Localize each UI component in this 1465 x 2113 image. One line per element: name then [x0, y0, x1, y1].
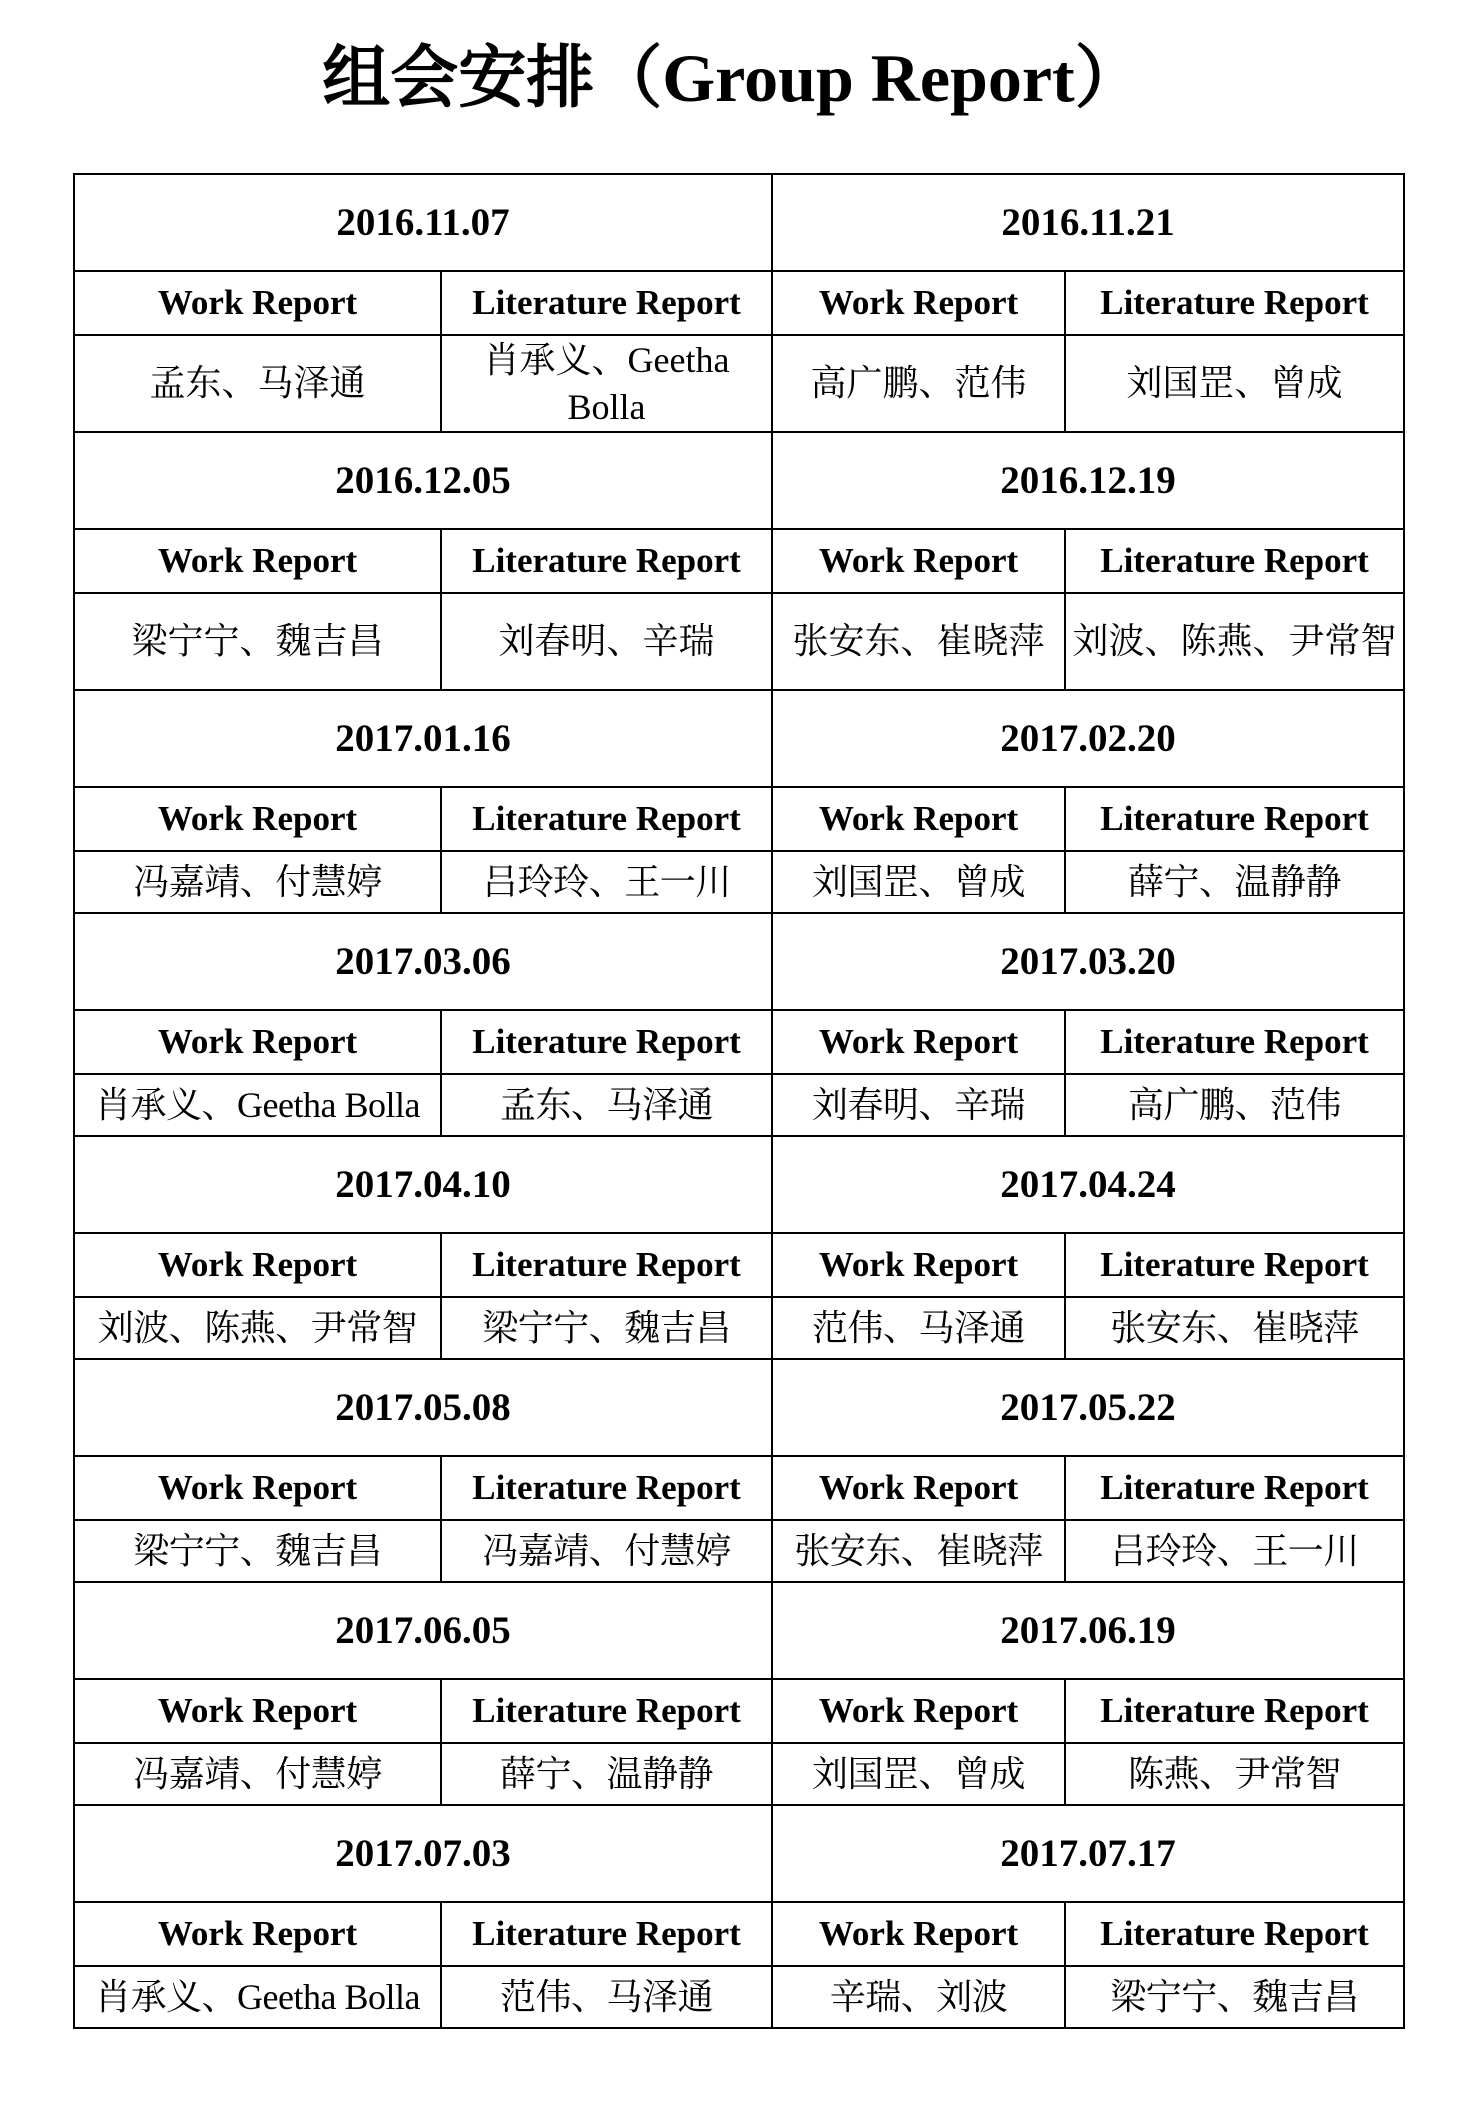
meeting-date: 2017.03.20 [772, 913, 1404, 1010]
work-report-header: Work Report [772, 1233, 1065, 1297]
literature-report-header: Literature Report [1065, 1233, 1404, 1297]
date-row [74, 432, 1404, 529]
literature-report-header: Literature Report [1065, 1456, 1404, 1520]
date-row [74, 1582, 1404, 1679]
work-report-header: Work Report [74, 1456, 441, 1520]
literature-report-presenters: 高广鹏、范伟 [1065, 1074, 1404, 1136]
literature-report-presenters: 梁宁宁、魏吉昌 [1065, 1966, 1404, 2028]
work-report-presenters: 高广鹏、范伟 [772, 335, 1065, 432]
page-title: 组会安排（Group Report） [322, 40, 1143, 116]
literature-report-header: Literature Report [1065, 1679, 1404, 1743]
literature-report-presenters: 刘春明、辛瑞 [441, 593, 772, 690]
work-report-presenters: 辛瑞、刘波 [772, 1966, 1065, 2028]
literature-report-presenters: 孟东、马泽通 [441, 1074, 772, 1136]
label-row [74, 271, 1404, 335]
literature-report-presenters: 冯嘉靖、付慧婷 [441, 1520, 772, 1582]
meeting-date: 2016.11.07 [74, 174, 772, 271]
label-row [74, 1679, 1404, 1743]
work-report-presenters: 冯嘉靖、付慧婷 [74, 1743, 441, 1805]
literature-report-header: Literature Report [1065, 529, 1404, 593]
meeting-date: 2017.04.24 [772, 1136, 1404, 1233]
date-row [74, 690, 1404, 787]
literature-report-presenters: 薛宁、温静静 [1065, 851, 1404, 913]
group-report-schedule-table [73, 173, 1405, 2029]
literature-report-header: Literature Report [441, 1233, 772, 1297]
meeting-date: 2017.07.17 [772, 1805, 1404, 1902]
literature-report-header: Literature Report [1065, 1902, 1404, 1966]
work-report-header: Work Report [772, 1456, 1065, 1520]
literature-report-presenters: 吕玲玲、王一川 [1065, 1520, 1404, 1582]
work-report-header: Work Report [74, 271, 441, 335]
work-report-presenters: 刘春明、辛瑞 [772, 1074, 1065, 1136]
presenters-row [74, 1966, 1404, 2028]
label-row [74, 1233, 1404, 1297]
work-report-presenters: 刘国罡、曾成 [772, 851, 1065, 913]
meeting-date: 2017.03.06 [74, 913, 772, 1010]
literature-report-header: Literature Report [1065, 787, 1404, 851]
work-report-header: Work Report [772, 1902, 1065, 1966]
meeting-date: 2016.12.05 [74, 432, 772, 529]
work-report-header: Work Report [772, 529, 1065, 593]
literature-report-header: Literature Report [441, 1902, 772, 1966]
work-report-header: Work Report [74, 787, 441, 851]
literature-report-presenters: 吕玲玲、王一川 [441, 851, 772, 913]
literature-report-presenters: 陈燕、尹常智 [1065, 1743, 1404, 1805]
work-report-presenters: 肖承义、Geetha Bolla [74, 1074, 441, 1136]
literature-report-header: Literature Report [441, 1010, 772, 1074]
label-row [74, 1902, 1404, 1966]
work-report-presenters: 孟东、马泽通 [74, 335, 441, 432]
literature-report-presenters: 张安东、崔晓萍 [1065, 1297, 1404, 1359]
meeting-date: 2017.05.22 [772, 1359, 1404, 1456]
meeting-date: 2017.02.20 [772, 690, 1404, 787]
presenters-row [74, 335, 1404, 432]
label-row [74, 529, 1404, 593]
literature-report-presenters: 梁宁宁、魏吉昌 [441, 1297, 772, 1359]
work-report-header: Work Report [74, 1679, 441, 1743]
meeting-date: 2017.06.05 [74, 1582, 772, 1679]
work-report-presenters: 冯嘉靖、付慧婷 [74, 851, 441, 913]
work-report-presenters: 梁宁宁、魏吉昌 [74, 1520, 441, 1582]
literature-report-header: Literature Report [1065, 1010, 1404, 1074]
work-report-presenters: 张安东、崔晓萍 [772, 593, 1065, 690]
presenters-row [74, 593, 1404, 690]
date-row [74, 1359, 1404, 1456]
label-row [74, 1456, 1404, 1520]
work-report-header: Work Report [772, 271, 1065, 335]
work-report-presenters: 范伟、马泽通 [772, 1297, 1065, 1359]
meeting-date: 2017.06.19 [772, 1582, 1404, 1679]
schedule-body [74, 174, 1404, 2028]
work-report-presenters: 刘波、陈燕、尹常智 [74, 1297, 441, 1359]
literature-report-header: Literature Report [441, 271, 772, 335]
presenters-row [74, 1520, 1404, 1582]
work-report-header: Work Report [74, 1902, 441, 1966]
meeting-date: 2017.04.10 [74, 1136, 772, 1233]
presenters-row [74, 1074, 1404, 1136]
literature-report-presenters: 肖承义、Geetha Bolla [441, 335, 772, 432]
work-report-header: Work Report [74, 1010, 441, 1074]
presenters-row [74, 851, 1404, 913]
work-report-presenters: 刘国罡、曾成 [772, 1743, 1065, 1805]
work-report-header: Work Report [772, 1010, 1065, 1074]
meeting-date: 2016.12.19 [772, 432, 1404, 529]
label-row [74, 787, 1404, 851]
literature-report-header: Literature Report [441, 529, 772, 593]
date-row [74, 913, 1404, 1010]
work-report-presenters: 梁宁宁、魏吉昌 [74, 593, 441, 690]
literature-report-presenters: 薛宁、温静静 [441, 1743, 772, 1805]
literature-report-presenters: 范伟、马泽通 [441, 1966, 772, 2028]
meeting-date: 2017.05.08 [74, 1359, 772, 1456]
work-report-header: Work Report [772, 1679, 1065, 1743]
literature-report-header: Literature Report [441, 1456, 772, 1520]
literature-report-presenters: 刘波、陈燕、尹常智 [1065, 593, 1404, 690]
date-row [74, 1136, 1404, 1233]
work-report-header: Work Report [74, 529, 441, 593]
work-report-header: Work Report [772, 787, 1065, 851]
date-row [74, 174, 1404, 271]
meeting-date: 2017.07.03 [74, 1805, 772, 1902]
literature-report-header: Literature Report [1065, 271, 1404, 335]
label-row [74, 1010, 1404, 1074]
work-report-header: Work Report [74, 1233, 441, 1297]
work-report-presenters: 肖承义、Geetha Bolla [74, 1966, 441, 2028]
meeting-date: 2017.01.16 [74, 690, 772, 787]
work-report-presenters: 张安东、崔晓萍 [772, 1520, 1065, 1582]
literature-report-presenters: 刘国罡、曾成 [1065, 335, 1404, 432]
literature-report-header: Literature Report [441, 787, 772, 851]
literature-report-header: Literature Report [441, 1679, 772, 1743]
presenters-row [74, 1743, 1404, 1805]
meeting-date: 2016.11.21 [772, 174, 1404, 271]
presenters-row [74, 1297, 1404, 1359]
date-row [74, 1805, 1404, 1902]
